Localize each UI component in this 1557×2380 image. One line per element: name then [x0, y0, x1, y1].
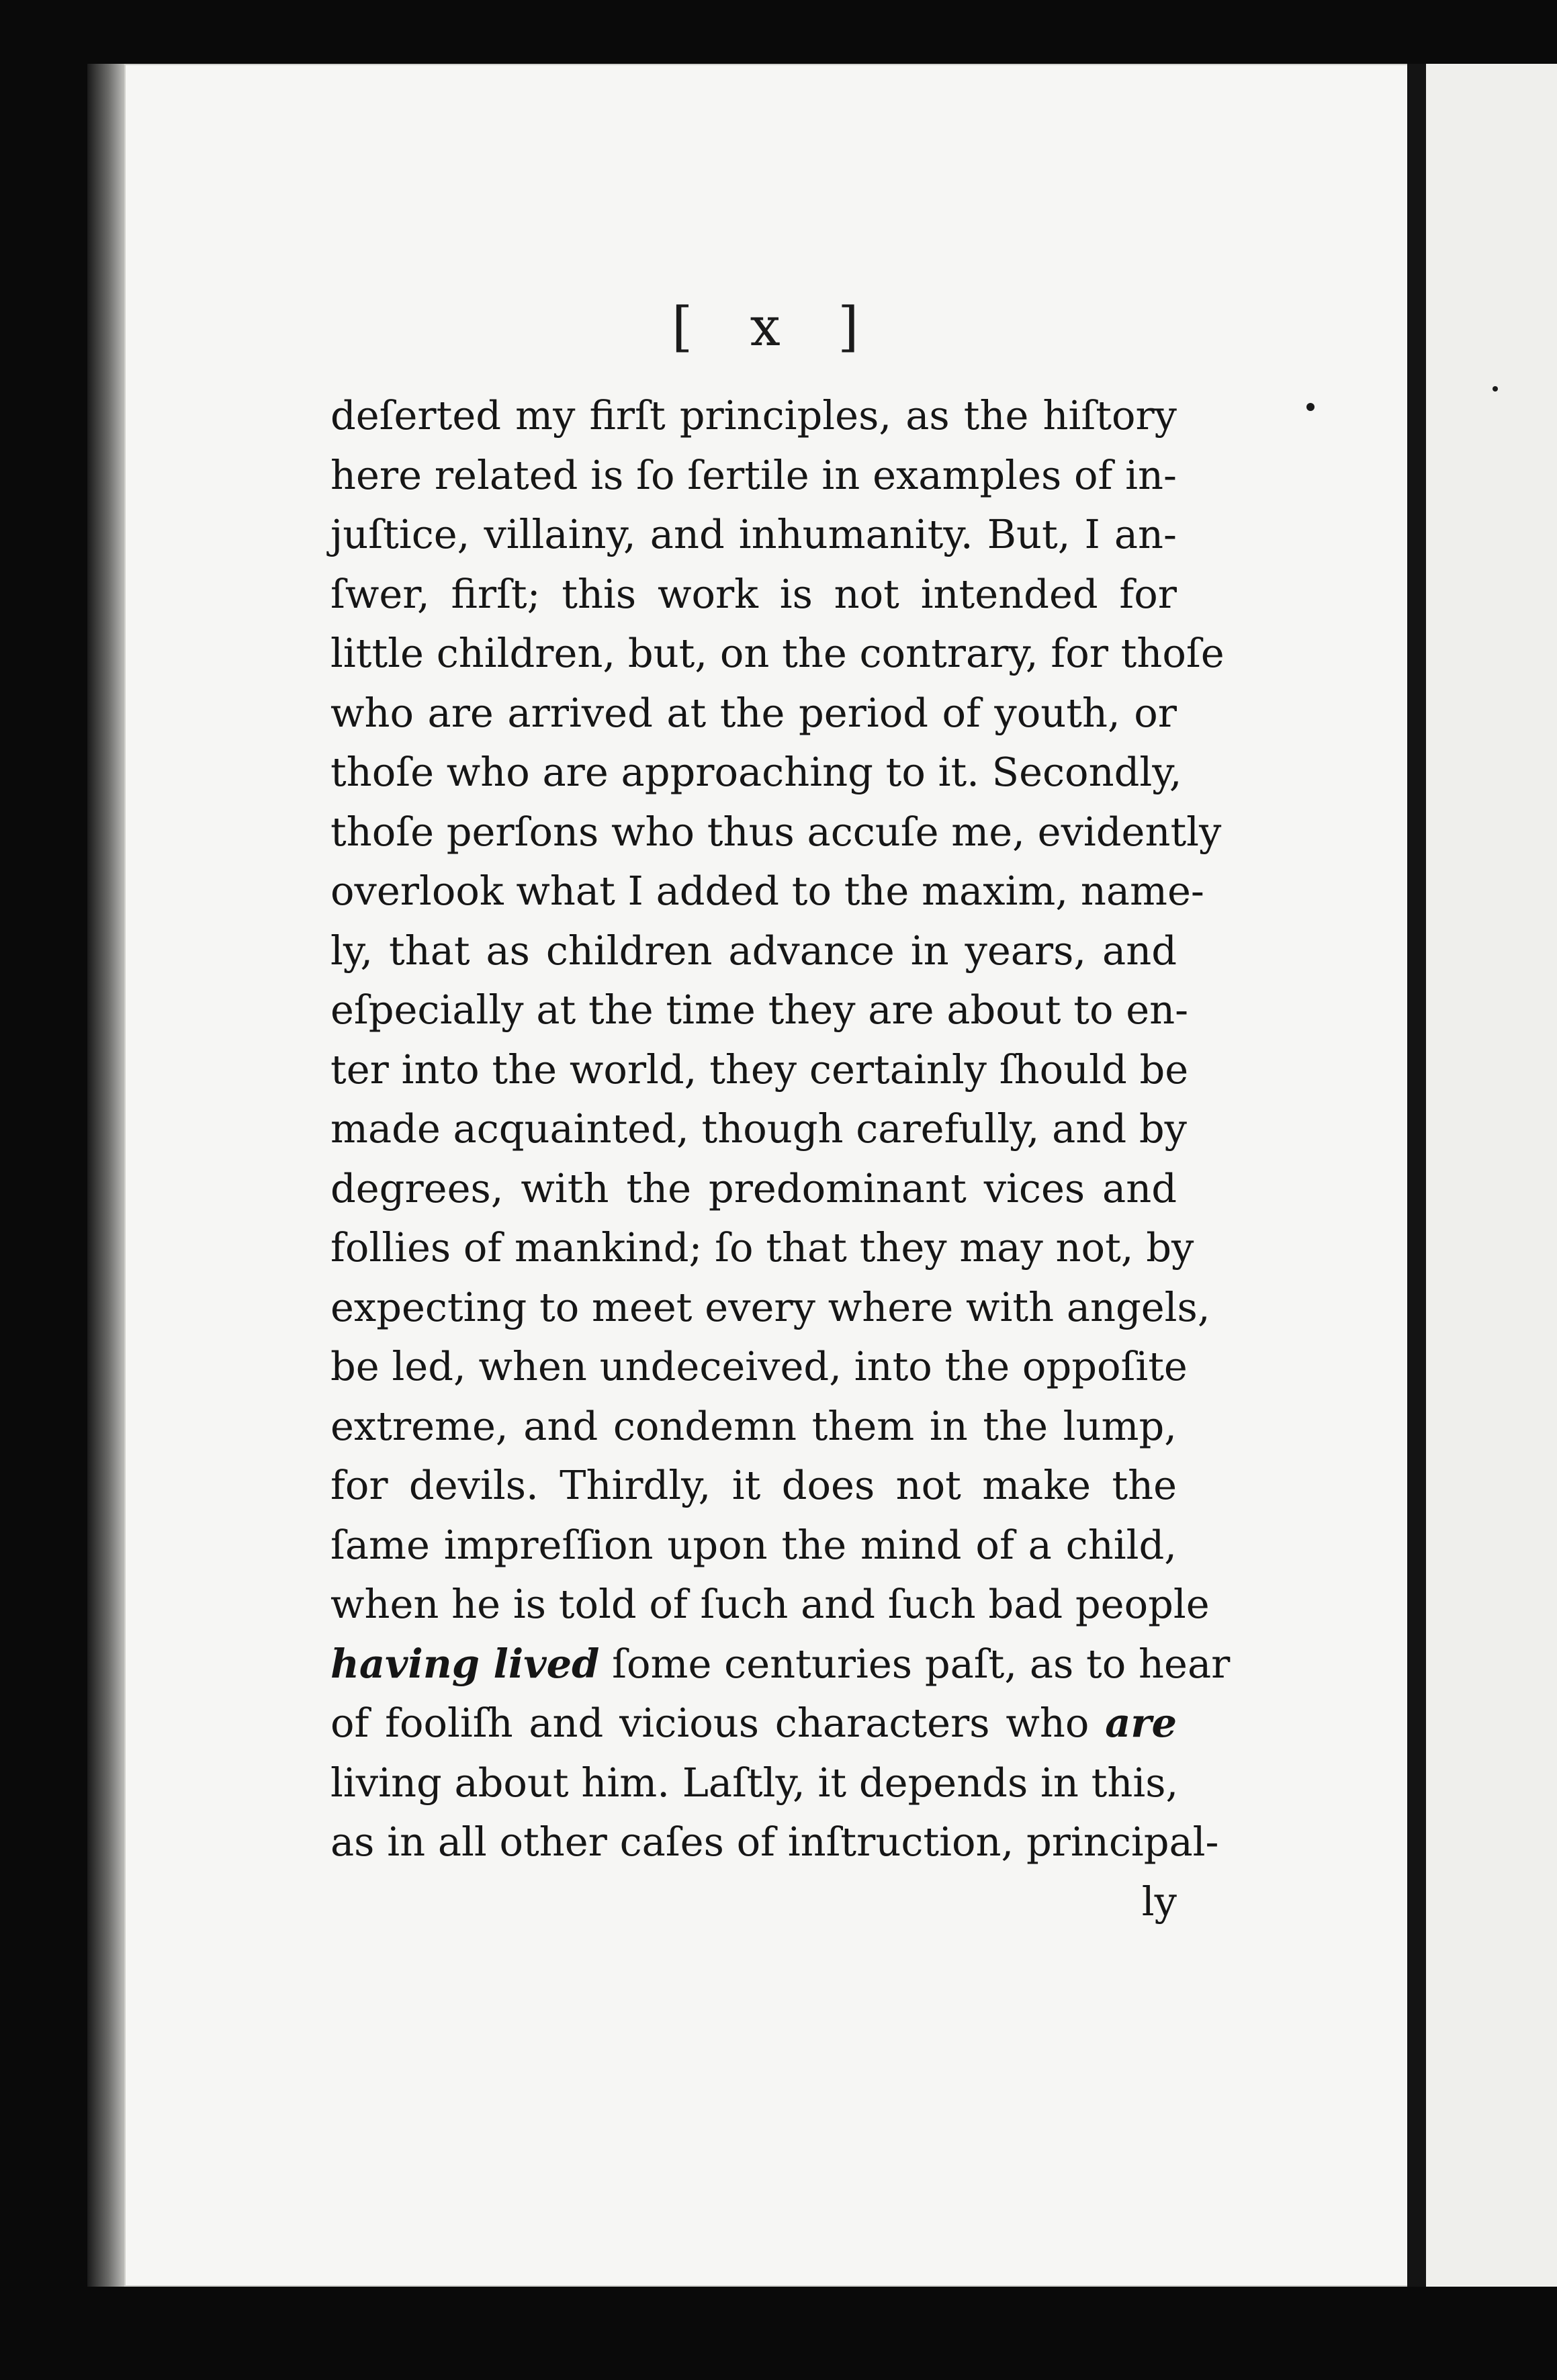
text-line: as in all other caſes of inſtruction, principal- [330, 1819, 1219, 1865]
text-line: here related is ſo ſertile in examples of in- [330, 451, 1177, 498]
book-gutter [1407, 64, 1426, 2287]
ink-speck [1493, 386, 1498, 392]
text-line: ſwer, firſt; this work is not intended for [330, 570, 1177, 617]
text-line: expecting to meet every where with angels, [330, 1283, 1210, 1330]
text-line-italic-end [330, 1694, 1177, 1753]
italic-phrase: having lived [330, 1640, 600, 1687]
body-text [330, 386, 1231, 1931]
text-line: ter into the world, they certainly ſhould be [330, 1046, 1189, 1093]
text-line-italic-start [330, 1635, 1231, 1694]
text-line: little children, but, on the contrary, for thoſe [330, 630, 1225, 676]
catchword: ly [1141, 1878, 1177, 1925]
text-line: eſpecially at the time they are about to en- [330, 987, 1189, 1033]
text-line: for devils. Thirdly, it does not make the [330, 1462, 1177, 1508]
ink-speck [1306, 403, 1315, 411]
text-line: extreme, and condemn them in the lump, [330, 1402, 1177, 1449]
text-line: degrees, with the predominant vices and [330, 1164, 1177, 1211]
text-line: ly, that as children advance in years, and [330, 927, 1177, 974]
text-line: thoſe perſons who thus accuſe me, evidently [330, 808, 1222, 855]
text-line: who are arrived at the period of youth, or [330, 689, 1177, 736]
text-line: when he is told of ſuch and ſuch bad people [330, 1581, 1210, 1627]
text-line: follies of mankind; ſo that they may not, by [330, 1224, 1194, 1271]
text-line: thoſe who are approaching to it. Secondly, [330, 749, 1182, 795]
facing-page-edge [1426, 64, 1557, 2287]
text-line: overlook what I added to the maxim, name- [330, 868, 1204, 914]
page-number: [ x ] [672, 295, 879, 358]
line-start: of fooliſh and vicious characters who [330, 1700, 1106, 1746]
text-line: ſame impreſſion upon the mind of a child, [330, 1521, 1177, 1568]
text-line: be led, when undeceived, into the oppoſite [330, 1343, 1188, 1389]
italic-word: are [1105, 1700, 1177, 1746]
text-line: juſtice, villainy, and inhumanity. But, I an- [330, 511, 1177, 557]
text-line: made acquainted, though carefully, and by [330, 1105, 1187, 1152]
text-line: living about him. Laſtly, it depends in this, [330, 1759, 1179, 1806]
text-line: deſerted my firſt principles, as the hiſtory [330, 392, 1177, 439]
line-rest: ſome centuries paſt, as to hear [599, 1640, 1231, 1687]
